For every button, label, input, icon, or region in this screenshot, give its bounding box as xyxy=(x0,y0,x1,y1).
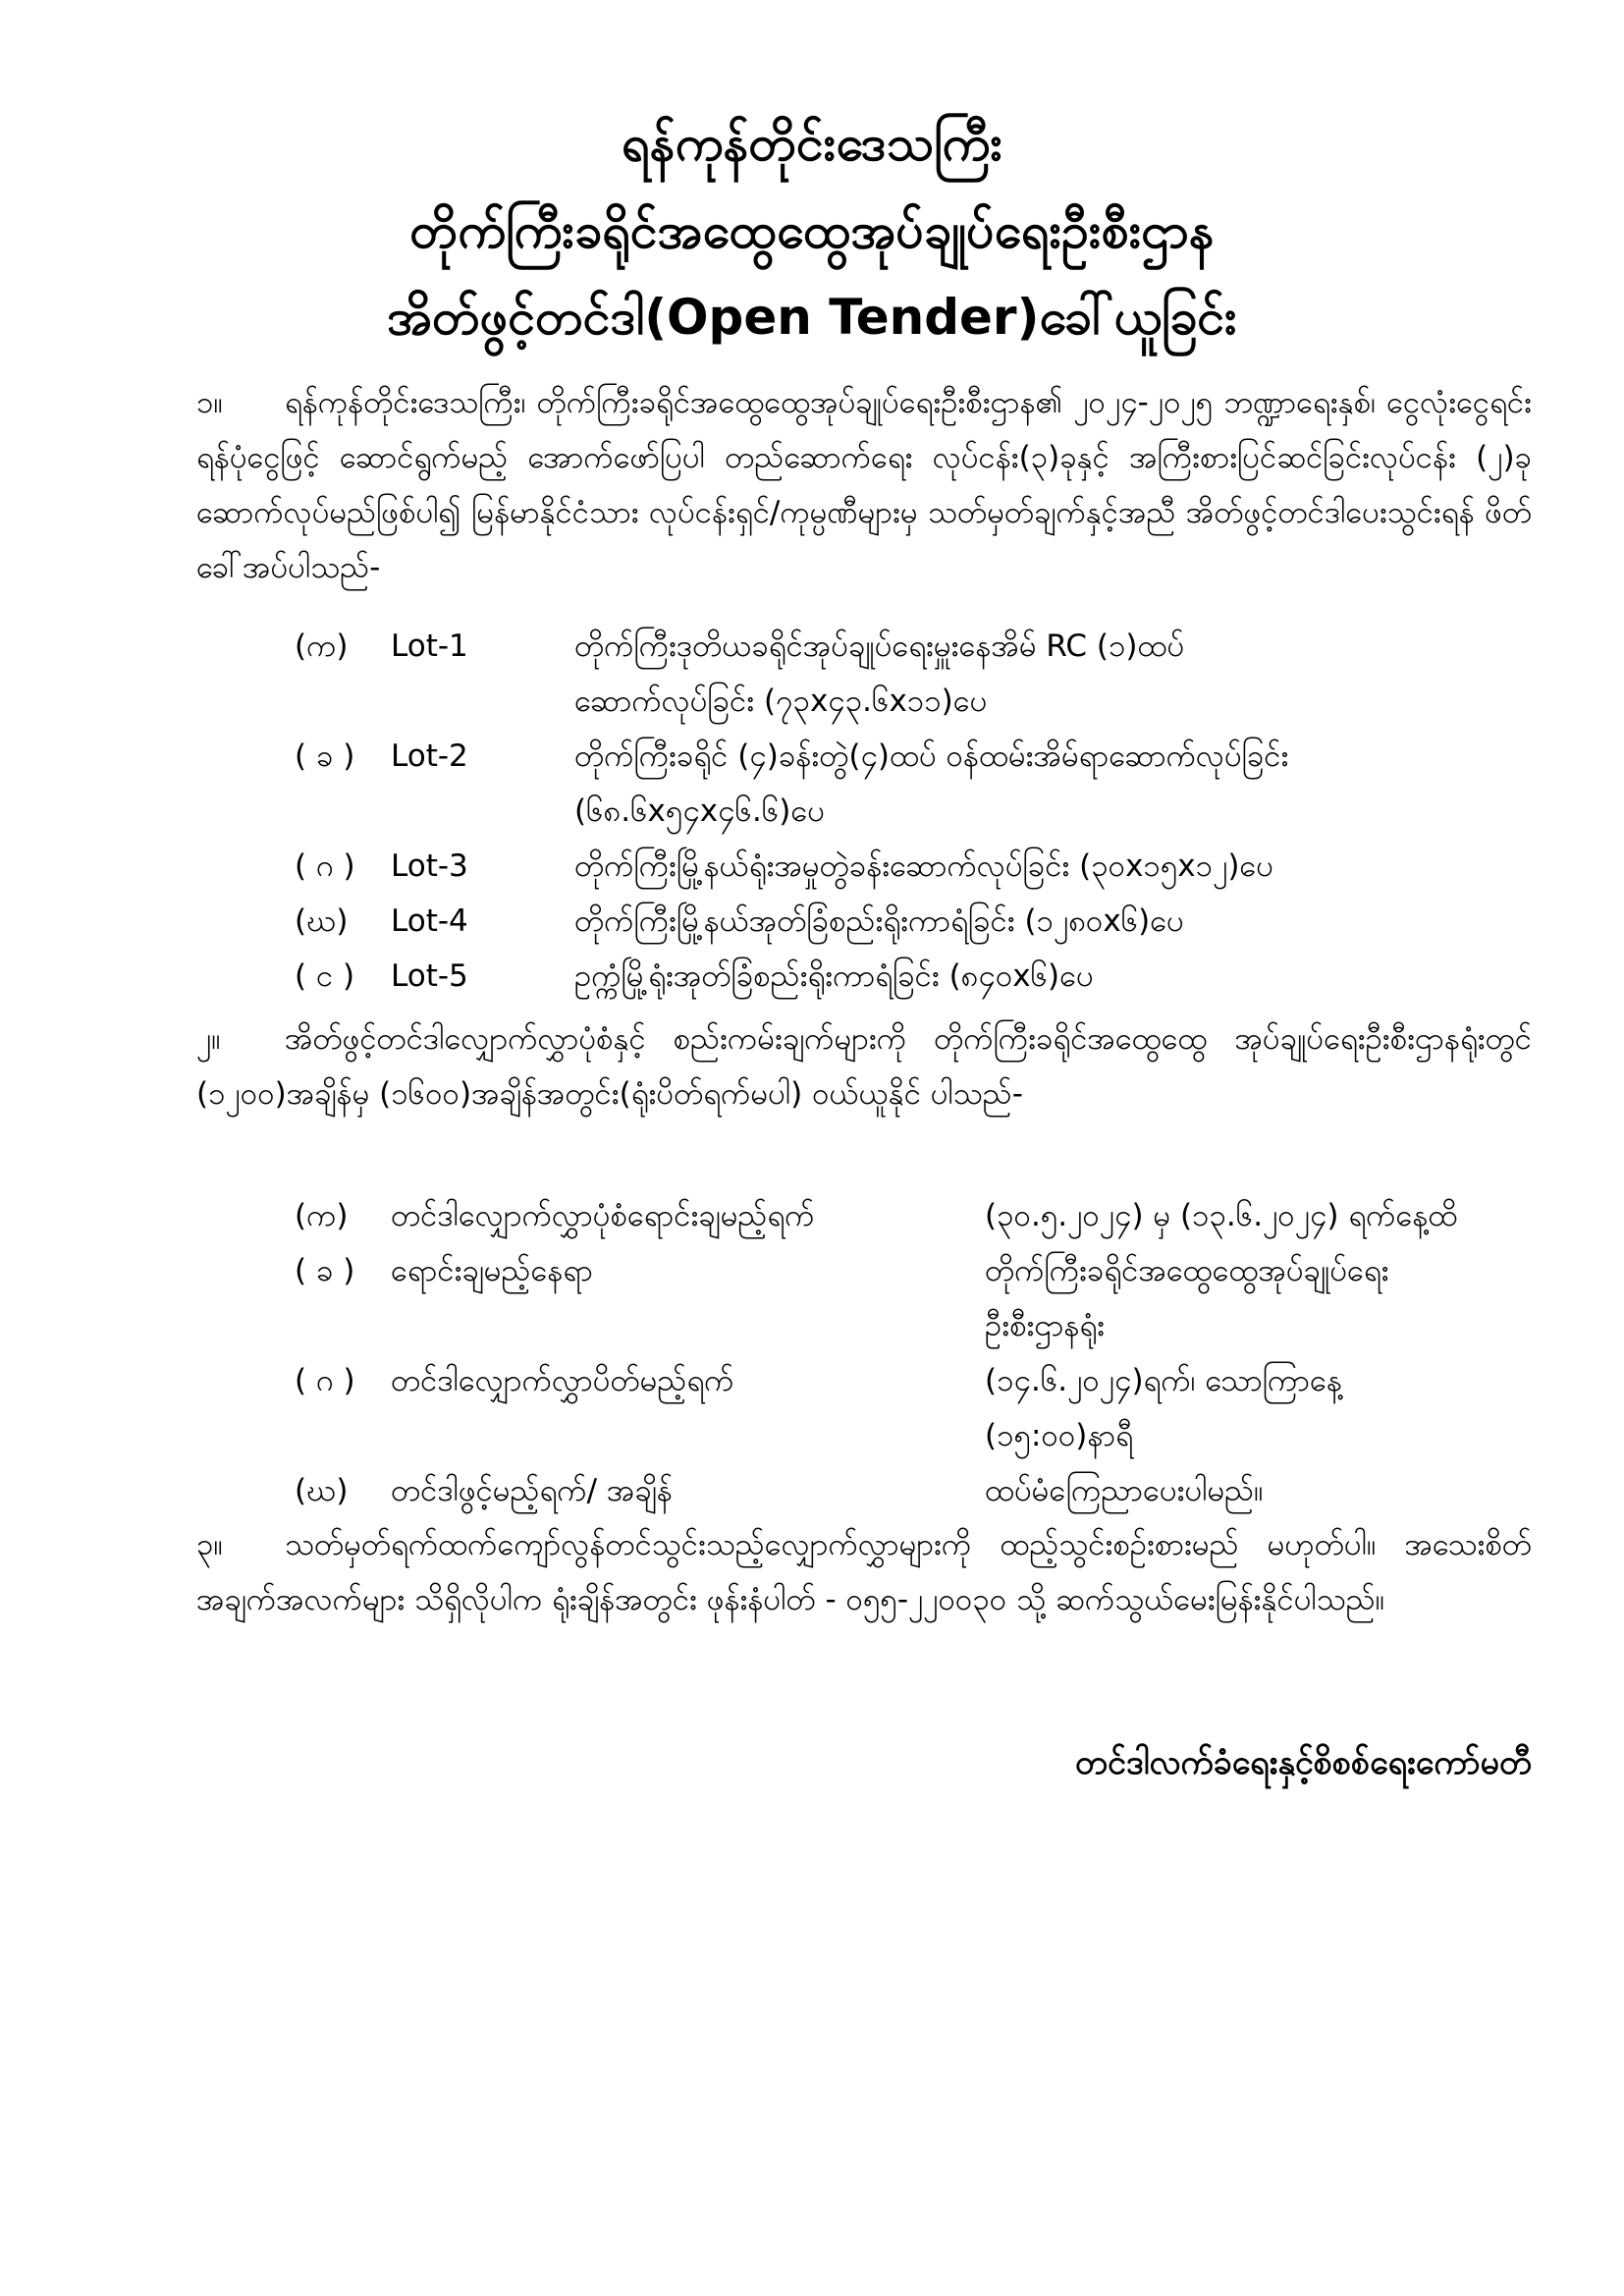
lot-mark: ( ခ ) xyxy=(295,738,355,774)
lot-description: တိုက်ကြီးမြို့နယ်ရုံးအမှုတွဲခန်းဆောက်လုပ်ခြင်း (၃၀x၁၅x၁၂)ပေ xyxy=(574,848,1273,884)
committee-signature: တင်ဒါလက်ခံရေးနှင့်စိစစ်ရေးကော်မတီ xyxy=(1074,1743,1532,1782)
schedule-mark: (ဃ) xyxy=(295,1473,349,1508)
lot-label: Lot-2 xyxy=(391,738,468,774)
schedule-label: ရောင်းချမည့်နေရာ xyxy=(391,1253,593,1288)
lot-label: Lot-3 xyxy=(391,848,468,884)
section-2-paragraph xyxy=(196,1011,1532,1121)
schedule-mark: (က) xyxy=(295,1198,349,1233)
lot-label: Lot-4 xyxy=(391,903,468,939)
lot-description: ဥက္ကံမြို့ရုံးအုတ်ခြံစည်းရိုးကာရံခြင်း (၈၄၀x၆)ပေ xyxy=(574,958,1094,994)
lot-mark: ( င ) xyxy=(295,958,355,994)
lot-label: Lot-5 xyxy=(391,958,468,994)
header-line-3: အိတ်ဖွင့်တင်ဒါ(Open Tender)ခေါ်ယူခြင်း xyxy=(387,289,1237,346)
schedule-mark: ( ခ ) xyxy=(295,1253,355,1288)
section-3-number: ၃။ xyxy=(196,1527,223,1562)
section-3-paragraph xyxy=(196,1517,1532,1627)
lot-description-cont: ဆောက်လုပ်ခြင်း (၇၃x၄၃.၆x၁၁)ပေ xyxy=(574,683,988,719)
schedule-mark: ( ဂ ) xyxy=(295,1363,355,1398)
section-3-text: သတ်မှတ်ရက်ထက်ကျော်လွန်တင်သွင်းသည့်လျှောက်လွှာများကို ထည့်သွင်းစဉ်းစားမည် မဟုတ်ပါ။ အသေးစိတ်အချက်အလက်များ သိရှိလိုပါက ရုံးချိန်အတွင်း ဖုန်းနံပါတ် - ၀၅၅-၂၂၀၀၃၀ သို့ ဆက်သွယ်မေးမြန်းနိုင်ပါသည်။ xyxy=(196,1527,1532,1617)
lot-mark: (ဃ) xyxy=(295,903,349,939)
lot-mark: ( ဂ ) xyxy=(295,848,355,884)
section-2-number: ၂။ xyxy=(196,1021,221,1057)
lot-label: Lot-1 xyxy=(391,629,468,664)
lot-description: တိုက်ကြီးဒုတိယခရိုင်အုပ်ချုပ်ရေးမှူးနေအိမ် RC (၁)ထပ် xyxy=(574,629,1185,664)
lot-description: တိုက်ကြီးခရိုင် (၄)ခန်းတွဲ(၄)ထပ် ဝန်ထမ်းအိမ်ရာဆောက်လုပ်ခြင်း xyxy=(574,738,1289,774)
section-1-paragraph xyxy=(196,375,1532,595)
section-2-text: အိတ်ဖွင့်တင်ဒါလျှောက်လွှာပုံစံနှင့် စည်းကမ်းချက်များကို တိုက်ကြီးခရိုင်အထွေထွေ အုပ်ချုပ်ရေးဦးစီးဌာနရုံးတွင် (၁၂၀၀)အချိန်မှ (၁၆၀၀)အချိန်အတွင်း(ရုံးပိတ်ရက်မပါ) ဝယ်ယူနိုင် ပါသည်- xyxy=(196,1021,1532,1112)
lot-description: တိုက်ကြီးမြို့နယ်အုတ်ခြံစည်းရိုးကာရံခြင်း (၁၂၈၀x၆)ပေ xyxy=(574,903,1184,939)
section-1-number: ၁။ xyxy=(196,385,223,420)
header-line-1: ရန်ကုန်တိုင်းဒေသကြီး xyxy=(621,115,1003,172)
schedule-value-cont: ဦးစီးဌာနရုံး xyxy=(985,1308,1106,1343)
section-1-text: ရန်ကုန်တိုင်းဒေသကြီး၊ တိုက်ကြီးခရိုင်အထွေထွေအုပ်ချုပ်ရေးဦးစီးဌာန၏ ၂၀၂၄-၂၀၂၅ ဘဏ္ဍာရေးနှစ်၊ ငွေလုံးငွေရင်းရန်ပုံငွေဖြင့် ဆောင်ရွက်မည့် အောက်ဖော်ပြပါ တည်ဆောက်ရေး လုပ်ငန်း(၃)ခုနှင့် အကြီးစားပြင်ဆင်ခြင်းလုပ်ငန်း (၂)ခုဆောက်လုပ်မည်ဖြစ်ပါ၍ မြန်မာနိုင်ငံသား လုပ်ငန်းရှင်/ကုမ္ပဏီများမှ သတ်မှတ်ချက်နှင့်အညီ အိတ်ဖွင့်တင်ဒါပေးသွင်းရန် ဖိတ်ခေါ်အပ်ပါသည်- xyxy=(196,385,1532,585)
schedule-value: (၃၀.၅.၂၀၂၄) မှ (၁၃.၆.၂၀၂၄) ရက်နေ့ထိ xyxy=(985,1198,1458,1233)
schedule-value: (၁၄.၆.၂၀၂၄)ရက်၊ သောကြာနေ့ xyxy=(985,1363,1342,1398)
lot-description-cont: (၆၈.၆x၅၄x၄၆.၆)ပေ xyxy=(574,793,825,829)
schedule-label: တင်ဒါဖွင့်မည့်ရက်/ အချိန် xyxy=(391,1473,673,1508)
header-line-2: တိုက်ကြီးခရိုင်အထွေထွေအုပ်ချုပ်ရေးဦးစီးဌာန xyxy=(409,202,1215,259)
schedule-value: တိုက်ကြီးခရိုင်အထွေထွေအုပ်ချုပ်ရေး xyxy=(985,1253,1389,1288)
schedule-value-cont: (၁၅:၀၀)နာရီ xyxy=(985,1418,1133,1453)
schedule-label: တင်ဒါလျှောက်လွှာပုံစံရောင်းချမည့်ရက် xyxy=(391,1198,815,1233)
schedule-label: တင်ဒါလျှောက်လွှာပိတ်မည့်ရက် xyxy=(391,1363,734,1398)
lot-mark: (က) xyxy=(295,629,349,664)
schedule-value: ထပ်မံကြေညာပေးပါမည်။ xyxy=(985,1473,1264,1508)
